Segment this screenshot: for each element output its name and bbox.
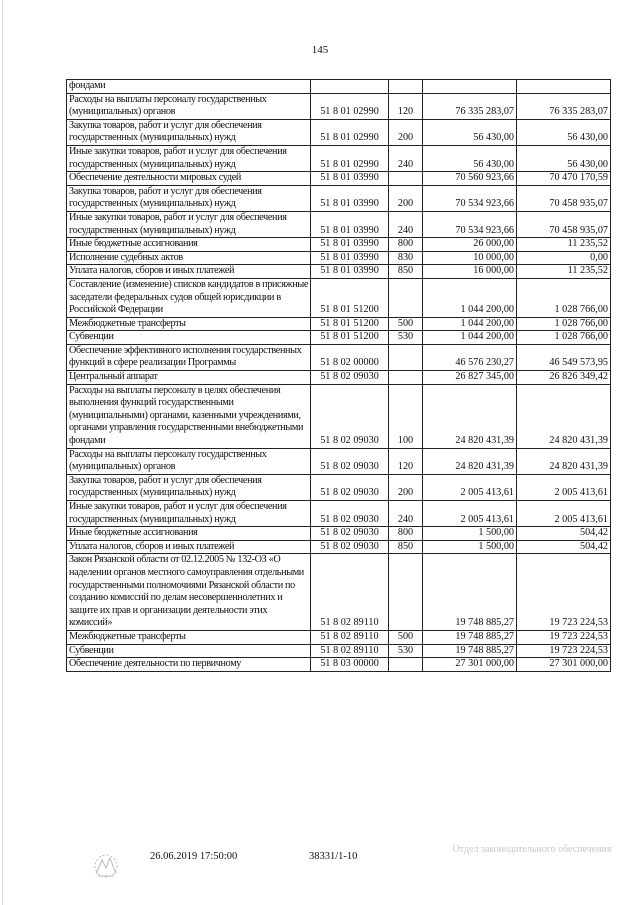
table-row (67, 331, 611, 345)
page-number: 145 (311, 44, 329, 56)
row-name: Иные бюджетные ассигнования (67, 238, 311, 252)
row-amount-planned: 1 044 200,00 (423, 317, 517, 331)
row-amount-planned: 19 748 885,27 (423, 630, 517, 644)
row-expense-type (389, 80, 423, 94)
row-expense-type: 200 (389, 119, 423, 145)
row-amount-executed: 24 820 431,39 (517, 384, 611, 448)
table-row (67, 527, 611, 541)
table-row (67, 658, 611, 672)
table-row (67, 344, 611, 370)
row-name: Центральный аппарат (67, 371, 311, 385)
row-code: 51 8 02 09030 (311, 527, 389, 541)
row-code: 51 8 02 89110 (311, 630, 389, 644)
row-amount-planned: 46 576 230,27 (423, 344, 517, 370)
table-row (67, 80, 611, 94)
row-amount-planned: 27 301 000,00 (423, 658, 517, 672)
row-name: Иные закупки товаров, работ и услуг для обеспечения государственных (муниципальных) нужд (67, 145, 311, 171)
row-amount-planned: 1 500,00 (423, 527, 517, 541)
row-amount-planned: 70 560 923,66 (423, 172, 517, 186)
row-amount-planned: 26 000,00 (423, 238, 517, 252)
row-code: 51 8 02 00000 (311, 344, 389, 370)
row-name: Исполнение судебных актов (67, 251, 311, 265)
table-row (67, 371, 611, 385)
row-name: Межбюджетные трансферты (67, 317, 311, 331)
row-name: Уплата налогов, сборов и иных платежей (67, 540, 311, 554)
row-name: Закон Рязанской области от 02.12.2005 № 132-ОЗ «О наделении органов местного самоуправления отдельными государственными полномочиями Рязанской области по созданию комиссий по делам несовершеннолетних и защите их прав и организации деятельности этих комиссий» (67, 554, 311, 631)
row-amount-executed: 11 235,52 (517, 265, 611, 279)
row-amount-planned: 2 005 413,61 (423, 474, 517, 500)
footer-doc-number: 38331/1-10 (309, 851, 358, 862)
row-amount-executed: 70 458 935,07 (517, 211, 611, 237)
table-row (67, 630, 611, 644)
row-amount-executed: 19 723 224,53 (517, 554, 611, 631)
row-name: Обеспечение эффективного исполнения государственных функций в сфере реализации Программы (67, 344, 311, 370)
row-code: 51 8 01 02990 (311, 145, 389, 171)
row-name: Иные закупки товаров, работ и услуг для обеспечения государственных (муниципальных) нужд (67, 211, 311, 237)
row-code: 51 8 02 09030 (311, 474, 389, 500)
footer-watermark: Отдел законодательного обеспечения (452, 844, 612, 855)
row-amount-executed: 504,42 (517, 527, 611, 541)
row-code (311, 80, 389, 94)
row-amount-executed: 0,00 (517, 251, 611, 265)
row-amount-planned: 24 820 431,39 (423, 384, 517, 448)
row-name: Обеспечение деятельности мировых судей (67, 172, 311, 186)
row-name: Составление (изменение) списков кандидатов в присяжные заседатели федеральных судов общей юрисдикции в Российской Федерации (67, 278, 311, 317)
row-expense-type: 800 (389, 527, 423, 541)
row-amount-planned: 70 534 923,66 (423, 211, 517, 237)
table-row (67, 644, 611, 658)
row-amount-executed: 1 028 766,00 (517, 317, 611, 331)
row-amount-executed: 24 820 431,39 (517, 448, 611, 474)
page-edge-line (2, 0, 3, 905)
row-amount-executed (517, 80, 611, 94)
budget-table (66, 79, 611, 672)
row-name: Иные закупки товаров, работ и услуг для обеспечения государственных (муниципальных) нужд (67, 501, 311, 527)
table-row (67, 251, 611, 265)
row-code: 51 8 01 51200 (311, 278, 389, 317)
row-amount-planned: 16 000,00 (423, 265, 517, 279)
row-amount-planned: 56 430,00 (423, 119, 517, 145)
row-amount-executed: 1 028 766,00 (517, 331, 611, 345)
row-code: 51 8 01 51200 (311, 317, 389, 331)
row-code: 51 8 01 03990 (311, 265, 389, 279)
row-code: 51 8 01 02990 (311, 119, 389, 145)
row-name: Закупка товаров, работ и услуг для обеспечения государственных (муниципальных) нужд (67, 474, 311, 500)
row-code: 51 8 02 09030 (311, 448, 389, 474)
table-row (67, 119, 611, 145)
row-amount-executed: 70 458 935,07 (517, 185, 611, 211)
row-amount-planned: 10 000,00 (423, 251, 517, 265)
row-name: Расходы на выплаты персоналу в целях обеспечения выполнения функций государственными (муниципальными) органами, казенными учреждениями, органами управления государственными внебюджетными фондами (67, 384, 311, 448)
row-amount-planned (423, 80, 517, 94)
row-expense-type: 850 (389, 540, 423, 554)
row-code: 51 8 01 03990 (311, 238, 389, 252)
row-name: Расходы на выплаты персоналу государственных (муниципальных) органов (67, 93, 311, 119)
row-code: 51 8 02 09030 (311, 371, 389, 385)
row-name: Субвенции (67, 331, 311, 345)
table-row (67, 265, 611, 279)
row-code: 51 8 01 03990 (311, 185, 389, 211)
row-expense-type: 240 (389, 145, 423, 171)
budget-table-body (67, 80, 611, 672)
row-expense-type (389, 371, 423, 385)
row-amount-executed: 56 430,00 (517, 119, 611, 145)
row-expense-type: 530 (389, 331, 423, 345)
row-amount-executed: 2 005 413,61 (517, 501, 611, 527)
row-amount-executed: 76 335 283,07 (517, 93, 611, 119)
stamp-icon (92, 852, 120, 880)
row-amount-executed: 11 235,52 (517, 238, 611, 252)
row-amount-planned: 2 005 413,61 (423, 501, 517, 527)
row-amount-planned: 56 430,00 (423, 145, 517, 171)
table-row (67, 384, 611, 448)
table-row (67, 145, 611, 171)
row-expense-type: 500 (389, 317, 423, 331)
row-amount-planned: 24 820 431,39 (423, 448, 517, 474)
row-expense-type (389, 344, 423, 370)
footer-datetime: 26.06.2019 17:50:00 (150, 851, 238, 862)
row-name: Межбюджетные трансферты (67, 630, 311, 644)
row-amount-executed: 46 549 573,95 (517, 344, 611, 370)
row-code: 51 8 03 00000 (311, 658, 389, 672)
table-row (67, 554, 611, 631)
row-code: 51 8 02 09030 (311, 540, 389, 554)
table-row (67, 448, 611, 474)
row-amount-planned: 1 044 200,00 (423, 278, 517, 317)
row-name: Закупка товаров, работ и услуг для обеспечения государственных (муниципальных) нужд (67, 185, 311, 211)
row-amount-executed: 1 028 766,00 (517, 278, 611, 317)
row-amount-planned: 19 748 885,27 (423, 554, 517, 631)
row-expense-type (389, 278, 423, 317)
row-code: 51 8 02 09030 (311, 384, 389, 448)
row-code: 51 8 01 03990 (311, 172, 389, 186)
row-amount-executed: 2 005 413,61 (517, 474, 611, 500)
row-amount-executed: 19 723 224,53 (517, 630, 611, 644)
row-expense-type: 500 (389, 630, 423, 644)
row-expense-type: 830 (389, 251, 423, 265)
table-row (67, 93, 611, 119)
table-row (67, 172, 611, 186)
row-amount-executed: 70 470 170,59 (517, 172, 611, 186)
table-row (67, 317, 611, 331)
row-amount-planned: 1 500,00 (423, 540, 517, 554)
row-amount-planned: 70 534 923,66 (423, 185, 517, 211)
row-expense-type: 120 (389, 93, 423, 119)
row-amount-executed: 56 430,00 (517, 145, 611, 171)
row-name: Обеспечение деятельности по первичному (67, 658, 311, 672)
row-name: фондами (67, 80, 311, 94)
row-amount-planned: 1 044 200,00 (423, 331, 517, 345)
table-row (67, 540, 611, 554)
row-name: Иные бюджетные ассигнования (67, 527, 311, 541)
row-code: 51 8 02 89110 (311, 644, 389, 658)
row-expense-type: 200 (389, 474, 423, 500)
row-expense-type (389, 172, 423, 186)
row-expense-type (389, 554, 423, 631)
table-row (67, 501, 611, 527)
row-name: Закупка товаров, работ и услуг для обеспечения государственных (муниципальных) нужд (67, 119, 311, 145)
table-row (67, 238, 611, 252)
row-name: Субвенции (67, 644, 311, 658)
table-row (67, 211, 611, 237)
row-code: 51 8 01 03990 (311, 211, 389, 237)
row-code: 51 8 01 51200 (311, 331, 389, 345)
row-expense-type: 240 (389, 211, 423, 237)
row-amount-planned: 76 335 283,07 (423, 93, 517, 119)
table-row (67, 278, 611, 317)
row-expense-type: 850 (389, 265, 423, 279)
row-amount-executed: 27 301 000,00 (517, 658, 611, 672)
row-code: 51 8 01 03990 (311, 251, 389, 265)
row-expense-type: 800 (389, 238, 423, 252)
row-code: 51 8 02 09030 (311, 501, 389, 527)
row-amount-executed: 19 723 224,53 (517, 644, 611, 658)
row-expense-type (389, 658, 423, 672)
row-expense-type: 100 (389, 384, 423, 448)
row-amount-planned: 19 748 885,27 (423, 644, 517, 658)
row-expense-type: 530 (389, 644, 423, 658)
table-row (67, 474, 611, 500)
row-amount-executed: 26 826 349,42 (517, 371, 611, 385)
row-code: 51 8 02 89110 (311, 554, 389, 631)
row-name: Уплата налогов, сборов и иных платежей (67, 265, 311, 279)
row-code: 51 8 01 02990 (311, 93, 389, 119)
row-amount-planned: 26 827 345,00 (423, 371, 517, 385)
row-expense-type: 240 (389, 501, 423, 527)
row-expense-type: 120 (389, 448, 423, 474)
row-amount-executed: 504,42 (517, 540, 611, 554)
row-name: Расходы на выплаты персоналу государственных (муниципальных) органов (67, 448, 311, 474)
row-expense-type: 200 (389, 185, 423, 211)
table-row (67, 185, 611, 211)
